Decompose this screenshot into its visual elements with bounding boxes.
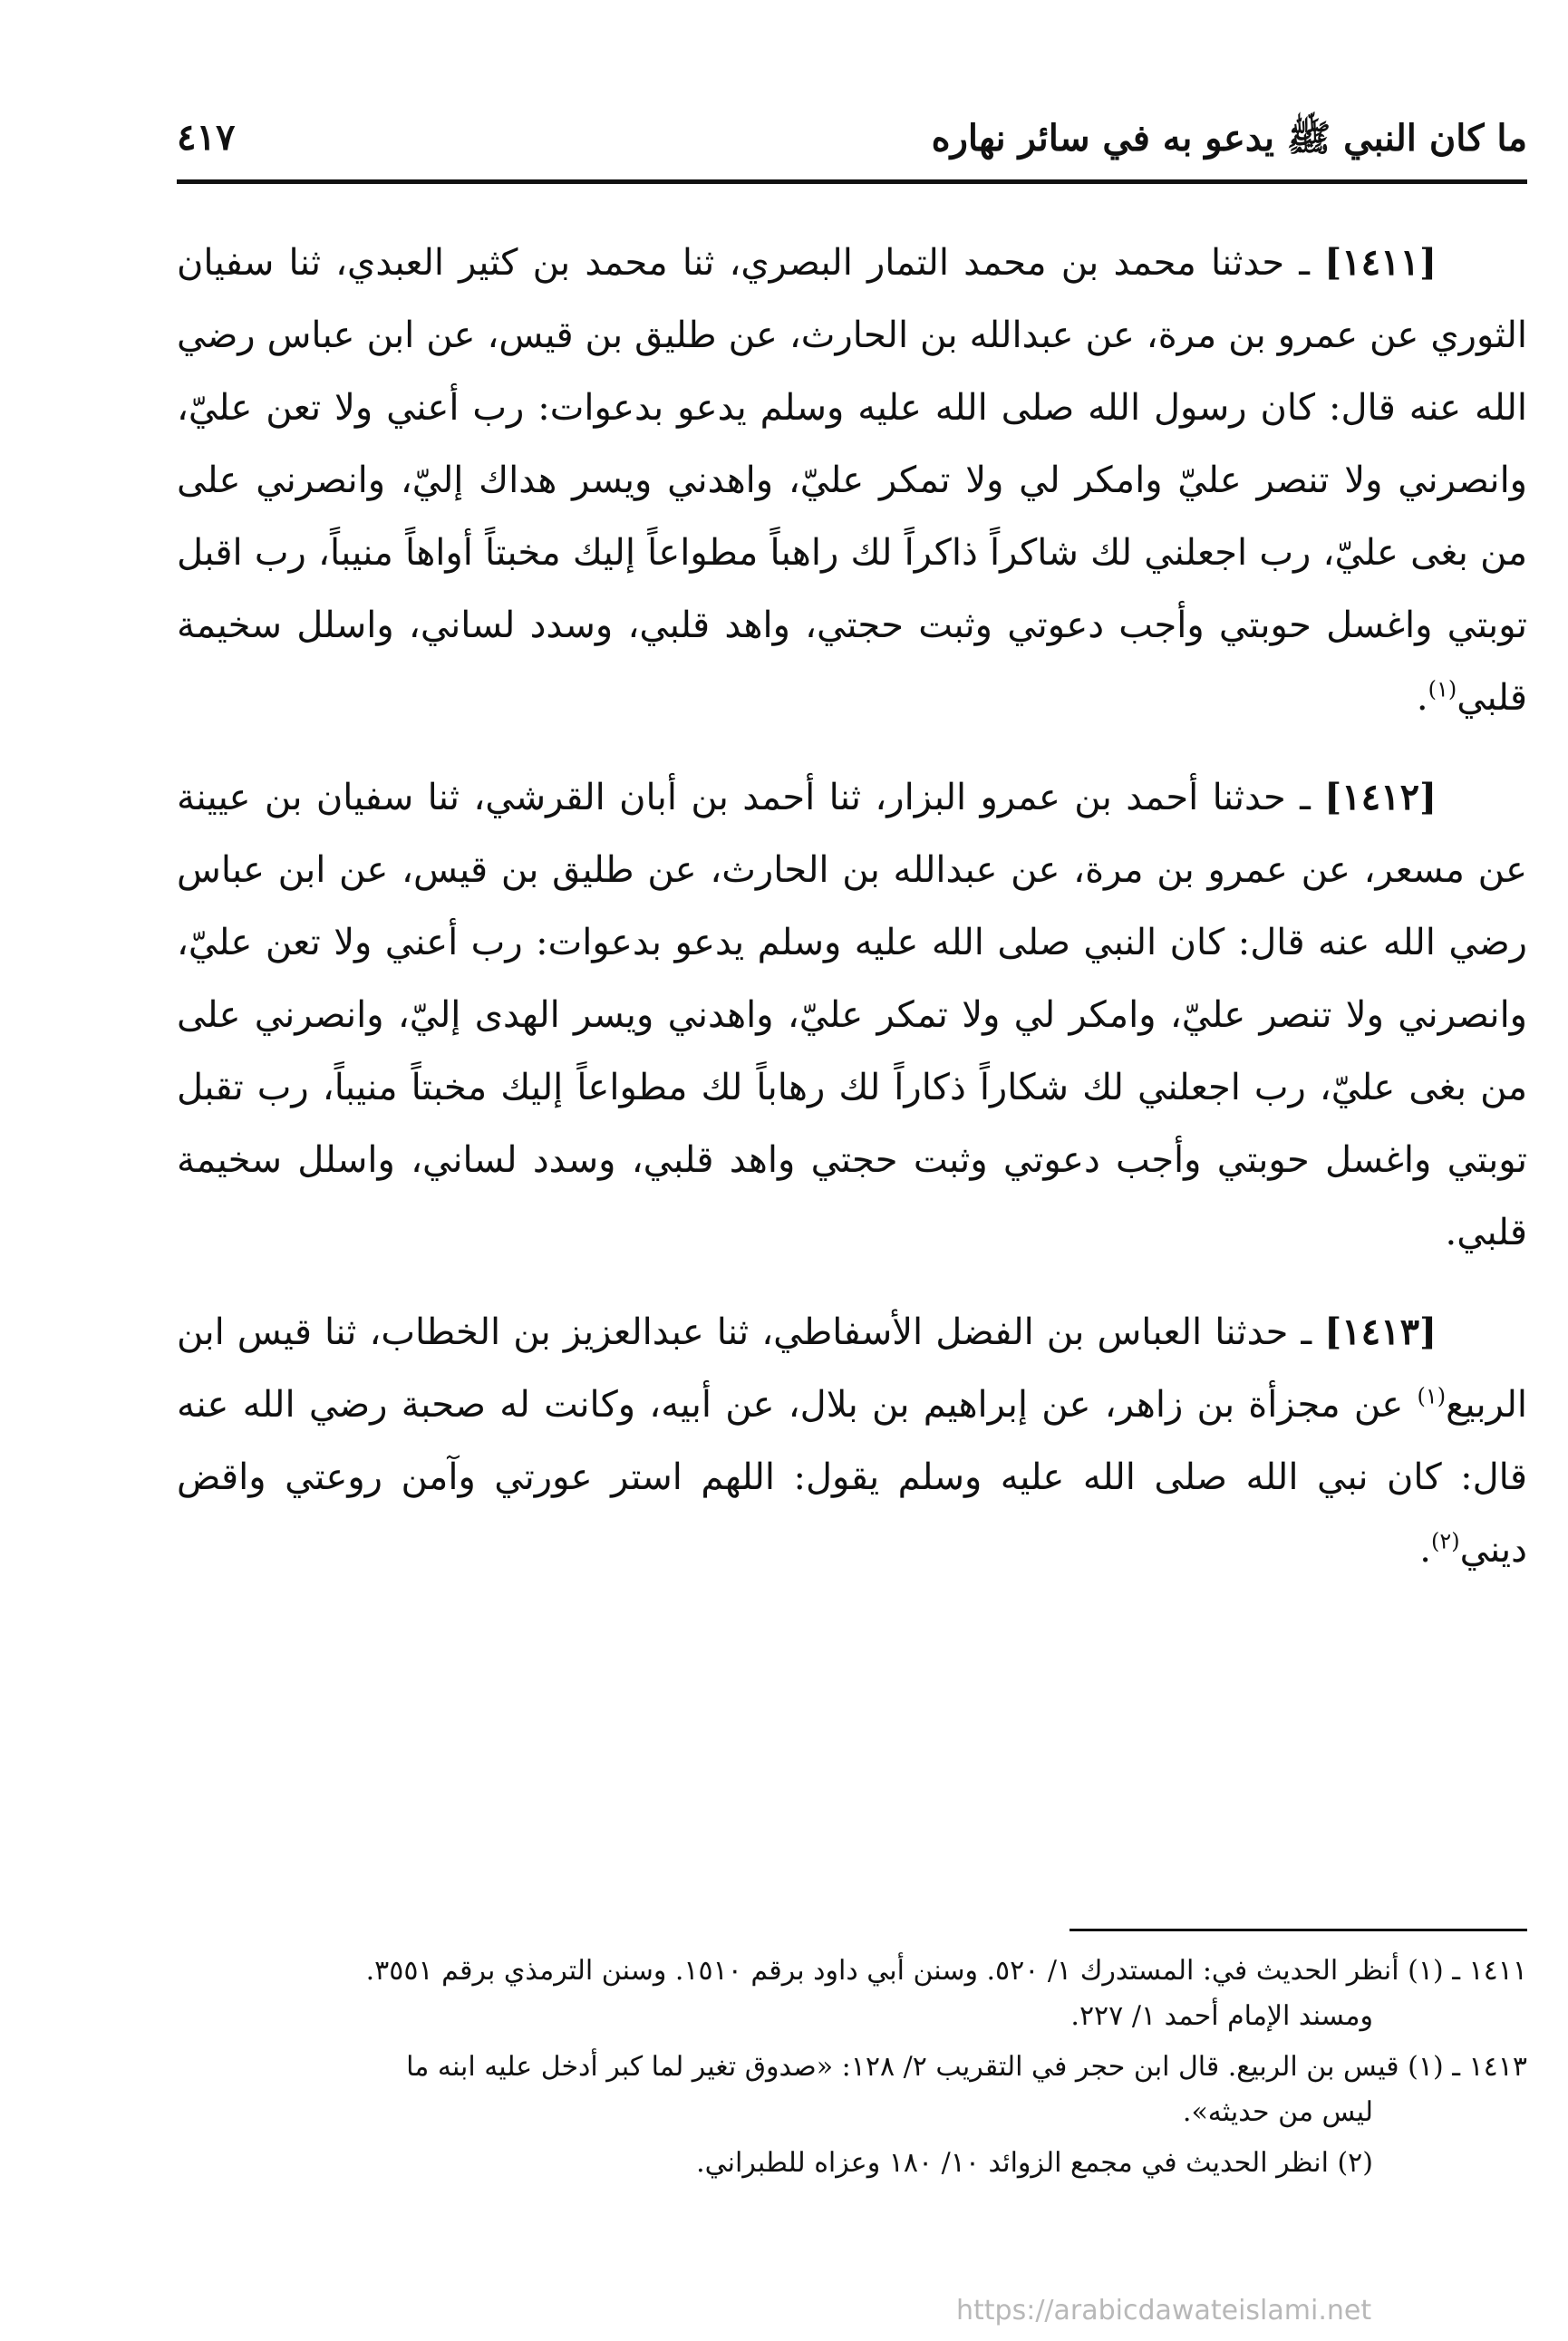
hadith-number: [١٤١٣] — [1324, 1311, 1437, 1353]
hadith-number: [١٤١١] — [1324, 241, 1437, 284]
hadith-1413 — [177, 1296, 1527, 1586]
footnote-line: ١٤١٣ ـ (١) قيس بن الربيع. قال ابن حجر في التقريب ٢/ ١٢٨: «صدوق تغير لما كبر أدخل عليه ابنه ما — [406, 2051, 1527, 2083]
page-number: ٤١٧ — [177, 116, 236, 159]
hadith-1412 — [177, 761, 1527, 1269]
hadith-text: ـ حدثنا أحمد بن عمرو البزار، ثنا أحمد بن أبان القرشي، ثنا سفيان بن عيينة عن مسعر، عن عمرو بن مرة، عن عبدالله بن الحارث، عن طليق بن قيس، عن ابن عباس رضي الله عنه قال: كان النبي صلى الله عليه وسلم يدعو بدعوات: رب أعني ولا تعن عليّ، وانصرني ولا تنصر عليّ، وامكر لي ولا تمكر عليّ، واهدني ويسر الهدى إليّ، وانصرني على من بغى عليّ، رب اجعلني لك شكاراً ذكاراً لك رهاباً لك مطواعاً إليك مخبتاً منيباً، رب تقبل توبتي واغسل حوبتي وأجب دعوتي وثبت حجتي واهد قلبي، وسدد لساني، واسلل سخيمة قلبي — [177, 777, 1527, 1253]
footnote-reference[interactable]: (١) — [1417, 1383, 1447, 1409]
footnote-line: ١٤١١ ـ (١) أنظر الحديث في: المستدرك ١/ ٥٢٠. وسنن أبي داود برقم ١٥١٠. وسنن الترمذي برقم ٣٥٥١. — [365, 1955, 1527, 1987]
footnote-1411 — [177, 1949, 1527, 2039]
header-divider — [177, 179, 1527, 184]
footnote-line: (٢) انظر الحديث في مجمع الزوائد ١٠/ ١٨٠ وعزاه للطبراني. — [696, 2147, 1373, 2179]
hadith-text: ـ حدثنا محمد بن محمد التمار البصري، ثنا محمد بن كثير العبدي، ثنا سفيان الثوري عن عمرو بن مرة، عن عبدالله بن الحارث، عن طليق بن قيس، عن ابن عباس رضي الله عنه قال: كان رسول الله صلى الله عليه وسلم يدعو بدعوات: رب أعني ولا تعن عليّ، وانصرني ولا تنصر عليّ وامكر لي ولا تمكر عليّ، واهدني ويسر هداك إليّ، وانصرني على من بغى عليّ، رب اجعلني لك شاكراً ذاكراً لك راهباً مطواعاً إليك مخبتاً أواهاً منيباً، رب اقبل توبتي واغسل حوبتي وأجب دعوتي وثبت حجتي، واهد قلبي، وسدد لساني، واسلل سخيمة قلبي — [177, 242, 1527, 719]
footnote-reference[interactable]: (٢) — [1431, 1528, 1460, 1554]
watermark-url: https://arabicdawateislami.net — [956, 2295, 1372, 2326]
hadith-end: . — [1445, 1212, 1457, 1253]
hadith-end: . — [1419, 1529, 1431, 1571]
hadith-text: ـ حدثنا العباس بن الفضل الأسفاطي، ثنا عبدالعزيز بن الخطاب، ثنا قيس ابن الربيع — [177, 1311, 1527, 1426]
hadith-end: . — [1416, 677, 1428, 719]
footnote-reference[interactable]: (١) — [1428, 676, 1457, 702]
main-text — [177, 227, 1527, 1613]
footnote-1413-2 — [177, 2141, 1527, 2186]
hadith-1411 — [177, 227, 1527, 734]
footnote-divider — [1070, 1929, 1527, 1931]
running-header — [177, 116, 1527, 179]
footnote-line: ليس من حديثه». — [1182, 2096, 1373, 2128]
footnote-line: ومسند الإمام أحمد ١/ ٢٢٧. — [1070, 2000, 1373, 2032]
footnotes — [177, 1949, 1527, 2191]
footnote-1413-1 — [177, 2045, 1527, 2135]
chapter-title: ما كان النبي ﷺ يدعو به في سائر نهاره — [931, 117, 1527, 160]
hadith-text-continued: عن مجزأة بن زاهر، عن إبراهيم بن بلال، عن أبيه، وكانت له صحبة رضي الله عنه قال: كان نبي الله صلى الله عليه وسلم يقول: اللهم استر عورتي وآمن روعتي واقض ديني — [177, 1384, 1527, 1571]
hadith-number: [١٤١٢] — [1324, 776, 1437, 818]
